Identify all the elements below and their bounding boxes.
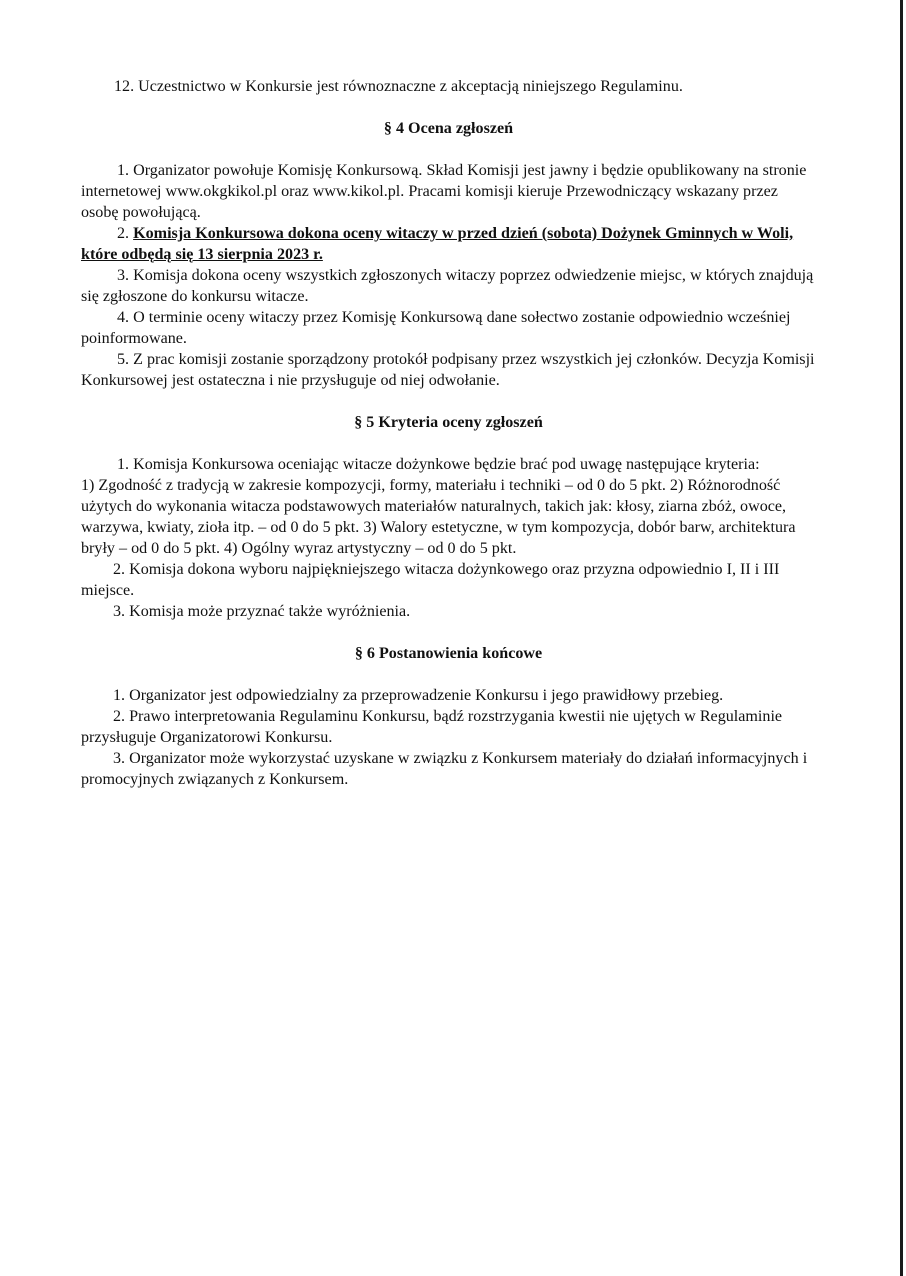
- section-4-item-4: 4. O terminie oceny witaczy przez Komisję Konkursową dane sołectwo zostanie odpowiednio wcześniej poinformowane.: [81, 309, 791, 347]
- section-6-item-2: 2. Prawo interpretowania Regulaminu Konkursu, bądź rozstrzygania kwestii nie ujętych w Regulaminie przysługuje Organizatorowi Konkursu.: [81, 708, 783, 746]
- section-5-criteria: 1) Zgodność z tradycją w zakresie kompozycji, formy, materiału i techniki – od 0 do 5 pkt. 2) Różnorodność użytych do wykonania witacza podstawowych materiałów naturalnych, takich jak: kłosy, ziarna zbóż, owoce, warzywa, kwiaty, zioła itp. – od 0 do 5 pkt. 3) Walory estetyczne, w tym kompozycja, dobór barw, architektura bryły – od 0 do 5 pkt. 4) Ogólny wyraz artystyczny – od 0 do 5 pkt.: [81, 477, 796, 557]
- section-4-item-1: 1. Organizator powołuje Komisję Konkursową. Skład Komisji jest jawny i będzie opublikowany na stronie internetowej www.okgkikol.pl oraz www.kikol.pl. Pracami komisji kieruje Przewodniczący wskazany przez osobę powołującą.: [81, 162, 807, 221]
- section-4-item-2-text: Komisja Konkursowa dokona oceny witaczy w przed dzień (sobota) Dożynek Gminnych w Woli, które odbędą się 13 sierpnia 2023 r.: [81, 225, 794, 263]
- section-4-heading: § 4 Ocena zgłoszeń: [383, 120, 514, 137]
- section-6-item-1: 1. Organizator jest odpowiedzialny za przeprowadzenie Konkursu i jego prawidłowy przebieg.: [113, 687, 724, 704]
- section-6-heading: § 6 Postanowienia końcowe: [354, 645, 543, 662]
- section-4-item-2-number: 2.: [117, 225, 130, 242]
- section-5-heading: § 5 Kryteria oceny zgłoszeń: [354, 414, 543, 431]
- section-4-item-3: 3. Komisja dokona oceny wszystkich zgłoszonych witaczy poprzez odwiedzenie miejsc, w których znajdują się zgłoszone do konkursu witacze.: [81, 267, 814, 305]
- section-4-item-2: [81, 223, 816, 265]
- section-5-item-3: 3. Komisja może przyznać także wyróżnienia.: [113, 603, 411, 620]
- section-4-item-5: 5. Z prac komisji zostanie sporządzony protokół podpisany przez wszystkich jej członków. Decyzja Komisji Konkursowej jest ostateczna i nie przysługuje od niej odwołanie.: [81, 351, 815, 389]
- document-content: [81, 76, 816, 790]
- section-5-item-2: 2. Komisja dokona wyboru najpiękniejszego witacza dożynkowego oraz przyzna odpowiednio I, II i III miejsce.: [81, 561, 780, 599]
- section-5-item-1: 1. Komisja Konkursowa oceniając witacze dożynkowe będzie brać pod uwagę następujące kryteria:: [117, 456, 760, 473]
- section-6-item-3: 3. Organizator może wykorzystać uzyskane w związku z Konkursem materiały do działań informacyjnych i promocyjnych związanych z Konkursem.: [81, 750, 808, 788]
- rule-item-12: 12. Uczestnictwo w Konkursie jest równoznaczne z akceptacją niniejszego Regulaminu.: [114, 78, 683, 95]
